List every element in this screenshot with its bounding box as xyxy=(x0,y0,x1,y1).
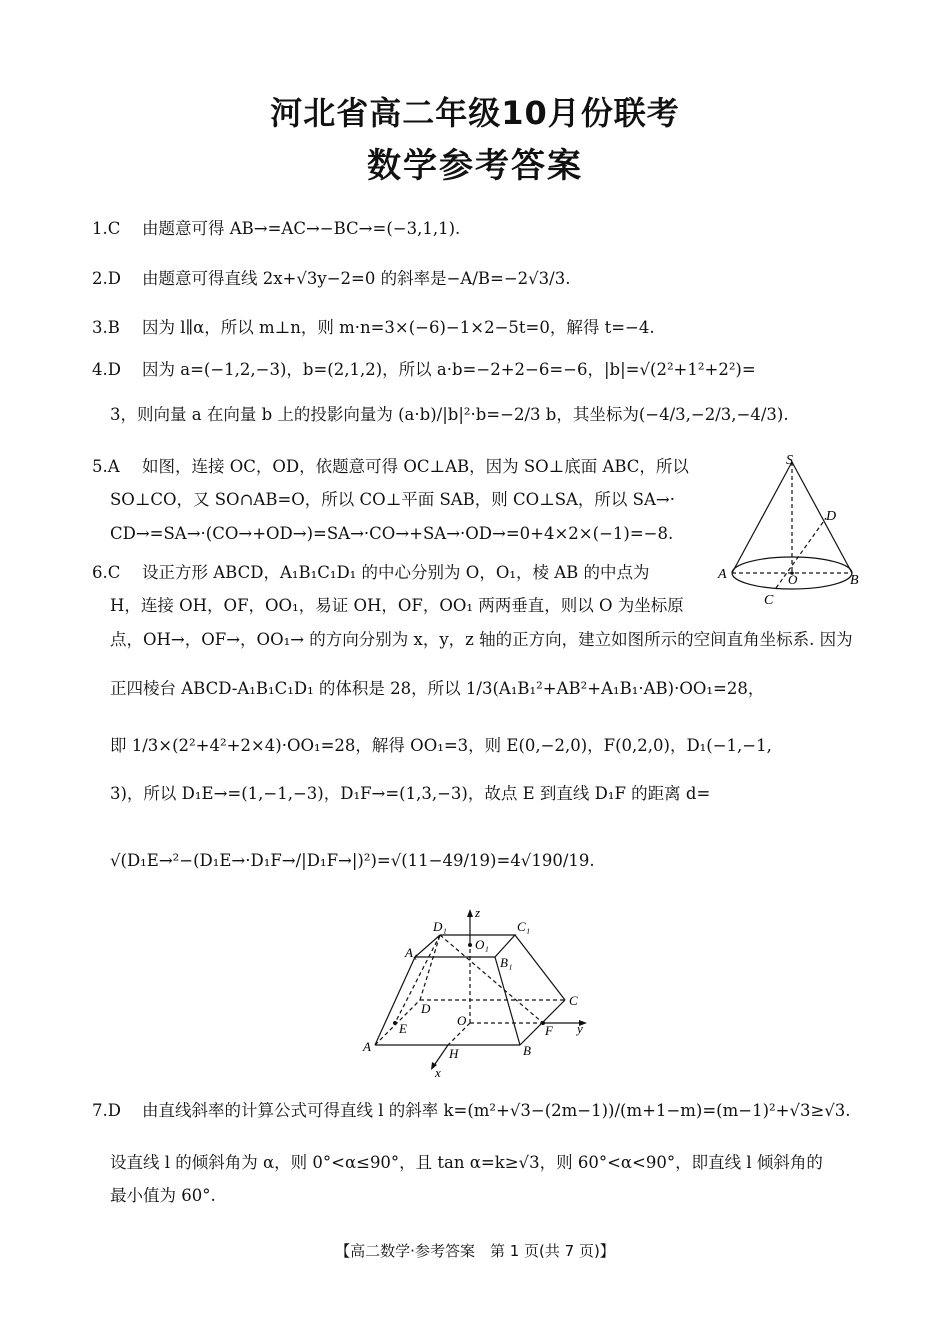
frustum-edge-cc1 xyxy=(515,935,565,1000)
answer-6 xyxy=(92,562,650,584)
cone-label-s: S xyxy=(786,453,793,468)
frustum-label-c1: C₁ xyxy=(517,919,531,934)
frustum-label-z: z xyxy=(475,905,481,920)
frustum-label-d: D xyxy=(421,1001,431,1016)
answer-3-text: 因为 l∥α，所以 m⊥n，则 m·n=3×(−6)−1×2−5t=0，解得 t=−4. xyxy=(142,318,655,337)
frustum-edge-ad xyxy=(375,1000,420,1045)
answer-4-text-2: 3，则向量 a 在向量 b 上的投影向量为 (a·b)/|b|²·b=−2/3 b，其坐标为(−4/3,−2/3,−4/3). xyxy=(110,405,789,424)
answer-6-text-7: √(D₁E→²−(D₁E→·D₁F→/|D₁F→|)²)=√(11−49/19)=4√190/19. xyxy=(110,851,595,870)
answer-7-label: 7.D xyxy=(92,1101,121,1120)
cone-label-o: O xyxy=(788,572,798,587)
frustum-label-y: y xyxy=(577,1021,583,1036)
answer-3 xyxy=(92,317,655,339)
frustum-segment-d1e xyxy=(395,935,440,1023)
answer-7-text-1: 由直线斜率的计算公式可得直线 l 的斜率 k=(m²+√3−(2m−1))/(m+1−m)=(m−1)²+√3≥√3. xyxy=(142,1101,851,1120)
cone-figure xyxy=(712,448,872,608)
answer-4 xyxy=(92,359,756,381)
frustum-edge-aa1 xyxy=(375,957,415,1045)
frustum-edge-bb1 xyxy=(495,957,520,1045)
cone-label-c: C xyxy=(764,593,774,608)
cone-label-a: A xyxy=(718,567,727,582)
answer-1 xyxy=(92,218,460,240)
page-subtitle: 数学参考答案 xyxy=(367,146,583,186)
answer-2-text: 由题意可得直线 2x+√3y−2=0 的斜率是−A/B=−2√3/3. xyxy=(142,269,571,288)
page-title: 河北省高二年级10月份联考 xyxy=(270,94,680,132)
answer-6-text-6: 3)，所以 D₁E→=(1,−1,−3)，D₁F→=(1,3,−3)，故点 E 到直线 D₁F 的距离 d= xyxy=(110,784,711,803)
cone-edge-right xyxy=(792,462,852,573)
frustum-label-b1: B₁ xyxy=(500,955,513,970)
answer-5-text-1: 如图，连接 OC，OD，依题意可得 OC⊥AB，因为 SO⊥底面 ABC，所以 xyxy=(142,457,689,476)
cone-edge-left xyxy=(732,462,792,573)
answer-6-text-5: 即 1/3×(2²+4²+2×4)·OO₁=28，解得 OO₁=3，则 E(0,−2,0)，F(0,2,0)，D₁(−1,−1, xyxy=(110,736,772,755)
answer-7-text-3: 最小值为 60°. xyxy=(110,1186,216,1205)
answer-4-text-1: 因为 a=(−1,2,−3)，b=(2,1,2)，所以 a·b=−2+2−6=−6，|b|=√(2²+1²+2²)= xyxy=(142,360,756,379)
answer-6-text-4: 正四棱台 ABCD-A₁B₁C₁D₁ 的体积是 28，所以 1/3(A₁B₁²+AB²+A₁B₁·AB)·OO₁=28， xyxy=(110,679,765,698)
answer-7 xyxy=(92,1100,851,1122)
frustum-label-a1: A₁ xyxy=(405,945,418,960)
answer-1-label: 1.C xyxy=(92,219,121,238)
frustum-axis-x xyxy=(433,1045,448,1067)
answer-6-text-3: 点，OH→，OF→，OO₁→ 的方向分别为 x，y，z 轴的正方向，建立如图所示的空间直角坐标系. 因为 xyxy=(110,630,853,649)
answer-1-text: 由题意可得 AB→=AC→−BC→=(−3,1,1). xyxy=(142,219,461,238)
cone-segment-cd xyxy=(776,518,826,588)
answer-5-label: 5.A xyxy=(92,457,120,476)
answer-6-text-2: H，连接 OH，OF，OO₁，易证 OH，OF，OO₁ 两两垂直，则以 O 为坐标原 xyxy=(110,596,684,615)
answer-6-label: 6.C xyxy=(92,563,121,582)
answer-4-label: 4.D xyxy=(92,360,121,379)
frustum-label-x: x xyxy=(435,1065,441,1080)
frustum-label-o: O xyxy=(457,1013,467,1028)
frustum-label-o1: O₁ xyxy=(475,937,489,952)
frustum-label-d1: D₁ xyxy=(433,919,447,934)
cone-label-d: D xyxy=(826,509,837,524)
frustum-label-h: H xyxy=(449,1046,459,1061)
answer-3-label: 3.B xyxy=(92,318,120,337)
answer-5-text-2: SO⊥CO，又 SO∩AB=O，所以 CO⊥平面 SAB，则 CO⊥SA，所以 SA→· xyxy=(110,490,675,509)
frustum-segment-d1f xyxy=(440,935,543,1023)
answer-5-text-3: CD→=SA→·(CO→+OD→)=SA→·CO→+SA→·OD→=0+4×2×(−1)=−8. xyxy=(110,524,674,543)
answer-7-text-2: 设直线 l 的倾斜角为 α，则 0°<α≤90°，且 tan α=k≥√3，则 60°<α<90°，即直线 l 倾斜角的 xyxy=(110,1153,823,1172)
frustum-label-b: B xyxy=(523,1043,531,1058)
answer-2-label: 2.D xyxy=(92,269,121,288)
cone-label-b: B xyxy=(850,573,859,588)
frustum-label-c: C xyxy=(569,993,578,1008)
frustum-label-a: A xyxy=(363,1039,371,1054)
frustum-figure xyxy=(355,905,605,1080)
answer-5 xyxy=(92,456,689,478)
frustum-label-e: E xyxy=(399,1021,407,1036)
frustum-label-f: F xyxy=(545,1023,553,1038)
answer-2 xyxy=(92,268,570,290)
page-footer: 【高二数学·参考答案 第 1 页(共 7 页)】 xyxy=(335,1242,615,1260)
answer-6-text-1: 设正方形 ABCD，A₁B₁C₁D₁ 的中心分别为 O，O₁，棱 AB 的中点为 xyxy=(142,563,650,582)
